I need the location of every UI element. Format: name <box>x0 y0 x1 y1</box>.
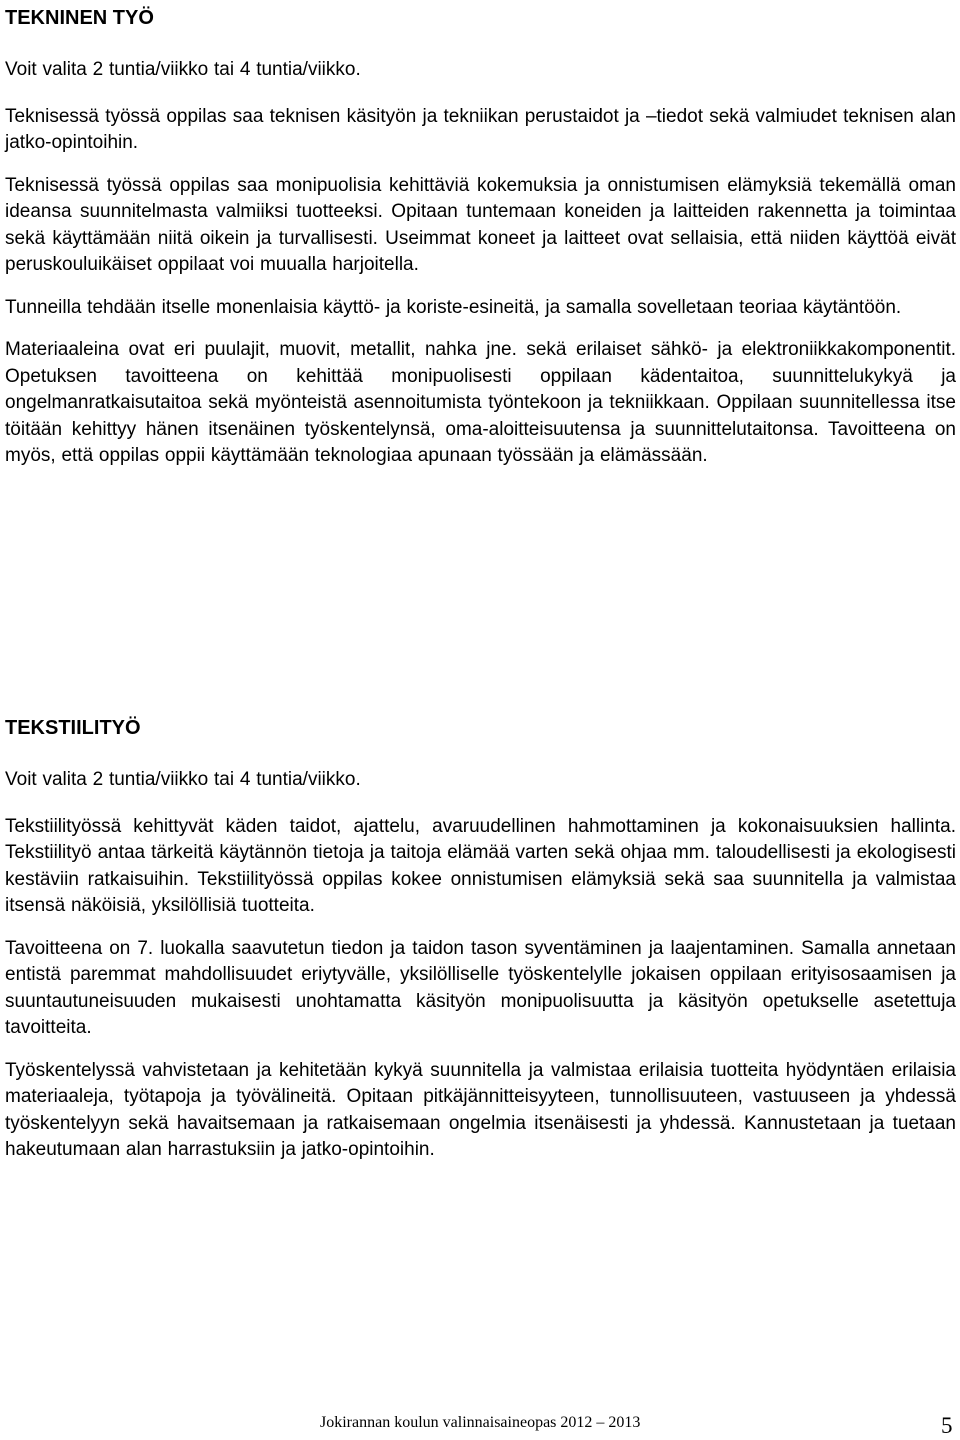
section-teknninen-tyo <box>5 5 956 486</box>
paragraph: Tavoitteena on 7. luokalla saavutetun tiedon ja taidon tason syventäminen ja laajentaminen. Samalla annetaan entistä paremmat mahdollisuudet eriytyvälle, yksilölliselle työskentelylle jokaisen oppilaan erityisosaamisen ja suuntautuneisuuden mukaisesti unohtamatta käsityön monipuolisuutta ja käsityön opetukselle asetettuja tavoitteita. <box>5 937 956 1038</box>
page-footer: Jokirannan koulun valinnaisaineopas 2012 – 2013 <box>320 1414 641 1431</box>
paragraph: Työskentelyssä vahvistetaan ja kehitetään kykyä suunnitella ja valmistaa erilaisia tuotteita hyödyntäen erilaisia materiaaleja, työtapoja ja työvälineitä. Opitaan pitkäjännitteisyyteen, tunnollisuuteen, vastuuseen ja yhdessä työskentelyyn sekä havaitsemaan ja ratkaisemaan ongelmia itsenäisesti ja yhdessä. Kannustetaan ja tuetaan hakeutumaan alan harrastuksiin ja jatko-opintoihin. <box>5 1059 956 1160</box>
section-intro: Voit valita 2 tuntia/viikko tai 4 tuntia/viikko. <box>5 59 361 80</box>
paragraph: Materiaaleina ovat eri puulajit, muovit, metallit, nahka jne. sekä erilaiset sähkö- ja elektroniikkakomponentit. Opetuksen tavoitteena on kehittää monipuolisesti oppilaan kädentaitoa, suunnittelukykyä ja ongelmanratkaisutaitoa sekä myönteistä asennoitumista työntekoon ja tekniikkaan. Oppilaan suunnitellessa itse töitään kehittyy hänen itsenäinen työskentelynsä, oma-aloitteisuutensa ja suunnittelutaitonsa. Tavoitteena on myös, että oppilas oppii käyttämään teknologiaa apunaan työssään ja elämässään. <box>5 339 956 466</box>
paragraph: Teknisessä työssä oppilas saa monipuolisia kehittäviä kokemuksia ja onnistumisen elämyksiä tekemällä oman ideansa suunnitelmasta valmiiksi tuotteeksi. Opitaan tuntemaan koneiden ja laitteiden rakennetta ja toimintaa sekä käyttämään niitä oikein ja turvallisesti. Useimmat koneet ja laitteet ovat sellaisia, että niiden käyttöä eivät peruskouluikäiset oppilaat voi muualla harjoitella. <box>5 174 956 275</box>
paragraph: Tekstiilityössä kehittyvät käden taidot, ajattelu, avaruudellinen hahmottaminen ja kokonaisuuksien hallinta. Tekstiilityö antaa tärkeitä käytännön tietoja ja taitoja elämää varten sekä ohjaa mm. taloudellisesti ja ekologisesti kestäviin ratkaisuihin. Tekstiilityössä oppilas kokee onnistumisen elämyksiä sekä saa suunnitella ja valmistaa itsensä näköisiä, yksilöllisiä tuotteita. <box>5 815 956 916</box>
page-number: 5 <box>941 1413 953 1438</box>
section-title: TEKNINEN TYÖ <box>5 7 154 29</box>
section-title: TEKSTIILITYÖ <box>5 717 141 739</box>
paragraph: Teknisessä työssä oppilas saa teknisen käsityön ja tekniikan perustaidot ja –tiedot sekä valmiudet teknisen alan jatko-opintoihin. <box>5 105 956 153</box>
section-tekstiilityo <box>5 715 956 1180</box>
section-intro: Voit valita 2 tuntia/viikko tai 4 tuntia/viikko. <box>5 769 361 790</box>
paragraph: Tunneilla tehdään itselle monenlaisia käyttö- ja koriste-esineitä, ja samalla sovelletaan teoriaa käytäntöön. <box>5 296 902 318</box>
